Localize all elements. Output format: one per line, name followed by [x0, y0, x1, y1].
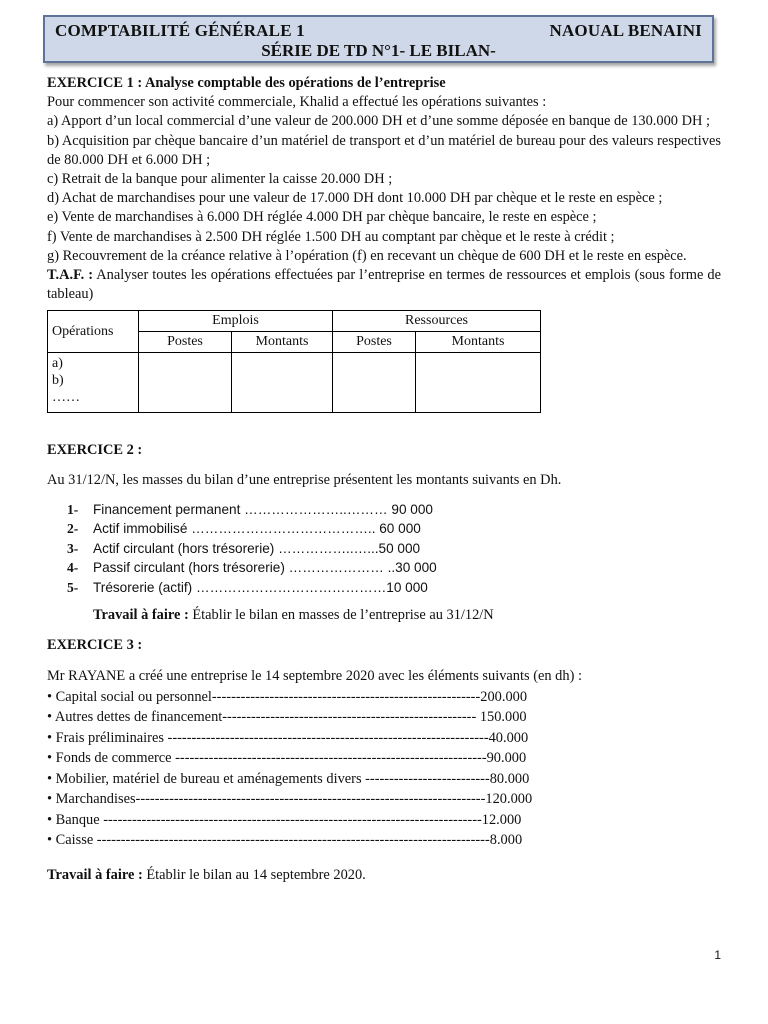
col-ressources: Ressources: [333, 311, 541, 332]
operation-e: e) Vente de marchandises à 6.000 DH réglée 4.000 DH par chèque bancaire, le reste en espèce ;: [47, 209, 597, 226]
table-cell: [333, 353, 416, 413]
sub-emplois-montants: Montants: [232, 332, 333, 353]
elements-list: [47, 688, 721, 852]
taf-label: Travail à faire :: [47, 866, 143, 883]
document-header: [43, 15, 714, 63]
operation-c: c) Retrait de la banque pour alimenter la caisse 20.000 DH ;: [47, 171, 393, 188]
taf-text: Établir le bilan au 14 septembre 2020.: [142, 866, 366, 883]
taf-text: Analyser toutes les opérations effectuées par l’entreprise en termes de ressources et emplois (sous forme de tableau): [47, 267, 721, 303]
list-item: [67, 558, 721, 578]
row-label: b): [52, 373, 64, 389]
exercise-1-intro: Pour commencer son activité commerciale, Khalid a effectué les opérations suivantes :: [47, 94, 547, 111]
list-item: • Capital social ou personnel--------------------------------------------------------200.000: [47, 688, 528, 705]
list-item: [67, 500, 721, 520]
sub-ressources-montants: Montants: [416, 332, 541, 353]
exercise-2-title: EXERCICE 2 :: [47, 442, 143, 459]
list-item: [67, 539, 721, 559]
item-number: 2-: [67, 521, 79, 537]
document-body: [47, 74, 721, 885]
exercise-3-intro: Mr RAYANE a créé une entreprise le 14 septembre 2020 avec les éléments suivants (en dh) :: [47, 667, 582, 684]
analysis-table-wrap: [47, 310, 721, 413]
item-number: 3-: [67, 540, 79, 556]
exercise-3-title: EXERCICE 3 :: [47, 636, 143, 653]
exercise-2-intro: Au 31/12/N, les masses du bilan d’une entreprise présentent les montants suivants en Dh.: [47, 471, 562, 488]
list-item: • Caisse ----------------------------------------------------------------------------------8.000: [47, 832, 523, 849]
sub-ressources-postes: Postes: [333, 332, 416, 353]
operation-g: g) Recouvrement de la créance relative à l’opération (f) en recevant un chèque de 600 DH et le reste en espèce.: [47, 247, 687, 264]
table-cell: [232, 353, 333, 413]
list-item: • Frais préliminaires -------------------------------------------------------------------40.000: [47, 729, 529, 746]
list-item: [67, 519, 721, 539]
page-number: 1: [714, 948, 721, 962]
item-text: Passif circulant (hors trésorerie) ………………… ..30 000: [93, 560, 437, 576]
operations-rows-cell: [48, 353, 139, 413]
list-item: • Fonds de commerce -----------------------------------------------------------------90.000: [47, 750, 527, 767]
item-text: Actif immobilisé ………………………………….. 60 000: [93, 521, 421, 537]
list-item: • Mobilier, matériel de bureau et aménagements divers --------------------------80.000: [47, 770, 530, 787]
operation-b: b) Acquisition par chèque bancaire d’un matériel de transport et d’un matériel de bureau pour des valeurs respectives de 80.000 DH et 6.000 DH ;: [47, 132, 721, 168]
operation-a: a) Apport d’un local commercial d’une valeur de 200.000 DH et d’une somme déposée en banque de 130.000 DH ;: [47, 113, 710, 130]
masses-list: [47, 500, 721, 598]
list-item: • Marchandises-------------------------------------------------------------------------120.000: [47, 791, 533, 808]
exercise-1-title: EXERCICE 1 : Analyse comptable des opérations de l’entreprise: [47, 75, 446, 91]
list-item: • Banque -------------------------------------------------------------------------------12.000: [47, 811, 522, 828]
item-number: 5-: [67, 579, 79, 595]
item-text: Actif circulant (hors trésorerie) ……………..…...50 000: [93, 540, 421, 556]
taf-text: Établir le bilan en masses de l’entreprise au 31/12/N: [188, 607, 494, 624]
taf-label: Travail à faire :: [93, 607, 189, 624]
item-text: Trésorerie (actif) ……………………………………10 000: [93, 579, 428, 595]
table-cell: [139, 353, 232, 413]
col-emplois: Emplois: [139, 311, 333, 332]
row-label: a): [52, 356, 63, 372]
exercise-2-taf: [47, 606, 721, 625]
item-text: Financement permanent …………………..……… 90 000: [93, 501, 433, 517]
list-item: [67, 578, 721, 598]
course-title: COMPTABILITÉ GÉNÉRALE 1: [55, 21, 305, 40]
taf-label: T.A.F. :: [47, 267, 94, 284]
row-label: ……: [52, 390, 80, 406]
table-cell: [416, 353, 541, 413]
item-number: 4-: [67, 560, 79, 576]
col-operations: Opérations: [48, 311, 139, 353]
exercise-3-taf: [47, 866, 721, 885]
operation-f: f) Vente de marchandises à 2.500 DH réglée 1.500 DH au comptant par chèque et le reste à crédit ;: [47, 228, 615, 245]
exercise-1-taf: [47, 266, 721, 304]
analysis-table: [47, 310, 541, 413]
item-number: 1-: [67, 501, 79, 517]
operation-d: d) Achat de marchandises pour une valeur de 17.000 DH dont 10.000 DH par chèque et le reste en espèce ;: [47, 190, 663, 207]
author-name: NAOUAL BENAINI: [549, 21, 702, 40]
series-title: SÉRIE DE TD N°1- LE BILAN-: [261, 41, 496, 60]
sub-emplois-postes: Postes: [139, 332, 232, 353]
list-item: • Autres dettes de financement----------------------------------------------------- 150.000: [47, 709, 527, 726]
